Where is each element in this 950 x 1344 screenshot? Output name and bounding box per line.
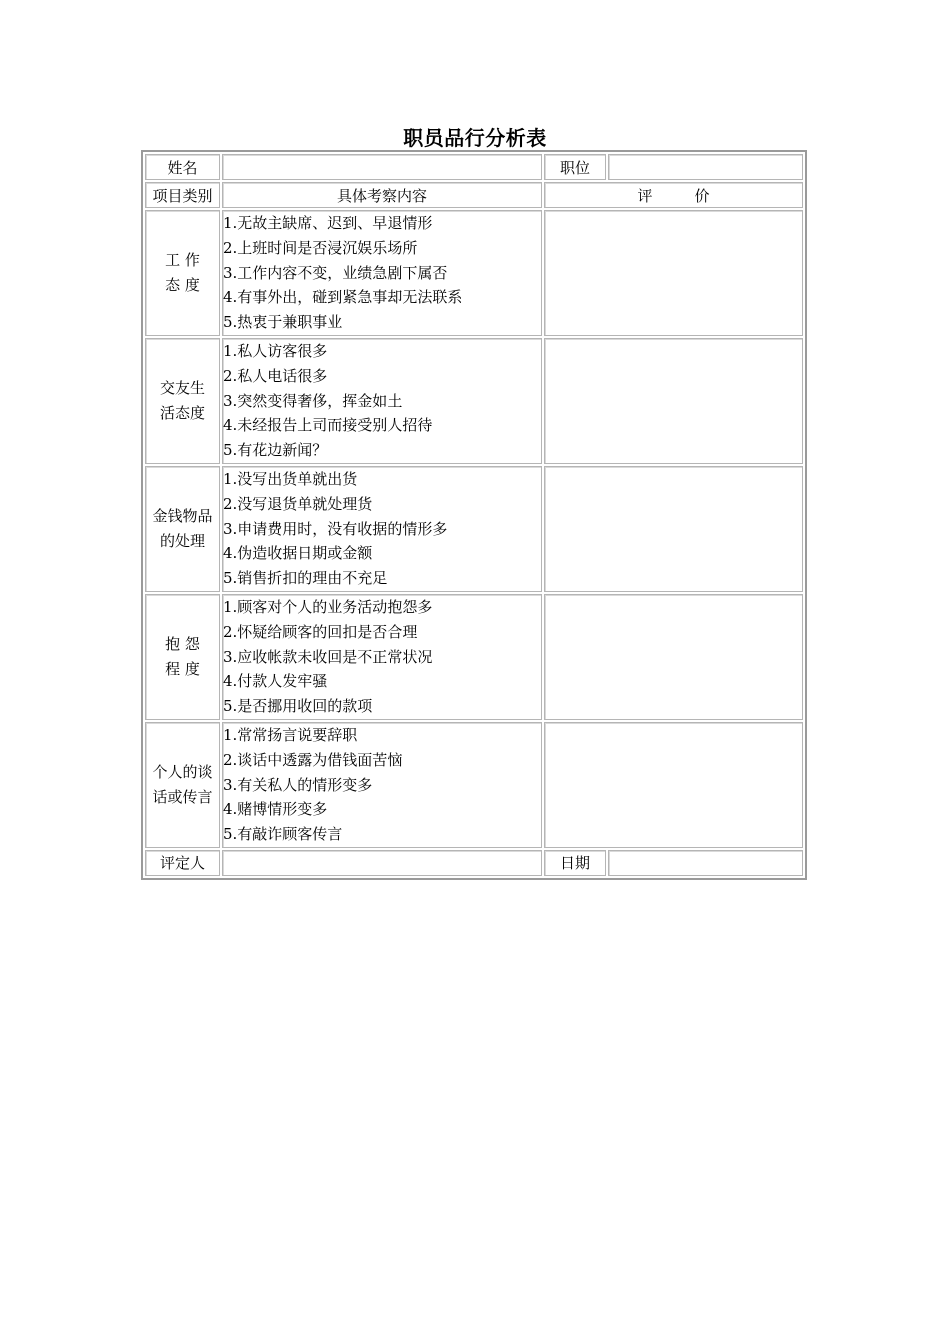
evaluation-field[interactable] xyxy=(544,722,803,848)
criteria-list xyxy=(222,466,542,592)
category-cell xyxy=(145,210,220,336)
criteria-item: 1.顾客对个人的业务活动抱怨多 xyxy=(223,597,433,616)
criteria-item: 4.有事外出，碰到紧急事却无法联系 xyxy=(223,288,463,307)
name-row xyxy=(145,154,803,180)
criteria-item: 5.是否挪用收回的款项 xyxy=(223,697,373,716)
rater-label: 评定人 xyxy=(145,850,220,876)
column-header-row xyxy=(145,182,803,208)
section-row-money-handling xyxy=(145,466,803,592)
criteria-item: 4.付款人发牢骚 xyxy=(223,672,328,691)
criteria-list xyxy=(222,594,542,720)
criteria-item: 5.有花边新闻？ xyxy=(223,441,328,460)
criteria-list xyxy=(222,210,542,336)
criteria-item: 2.怀疑给顾客的回扣是否合理 xyxy=(223,622,418,641)
criteria-item: 5.有敲诈顾客传言 xyxy=(223,825,343,844)
section-row-work-attitude xyxy=(145,210,803,336)
category-line: 工 作 xyxy=(165,250,200,269)
criteria-item: 3.申请费用时，没有收据的情形多 xyxy=(223,519,448,538)
criteria-list xyxy=(222,722,542,848)
criteria-item: 4.赌博情形变多 xyxy=(223,800,328,819)
section-row-personal-talk xyxy=(145,722,803,848)
position-field[interactable] xyxy=(608,154,803,180)
criteria-item: 2.私人电话很多 xyxy=(223,366,328,385)
criteria-item: 4.伪造收据日期或金额 xyxy=(223,544,373,563)
category-line: 态 度 xyxy=(165,275,200,294)
criteria-item: 4.未经报告上司而接受别人招待 xyxy=(223,416,433,435)
footer-row xyxy=(145,850,803,876)
criteria-item: 3.工作内容不变，业绩急剧下属否 xyxy=(223,263,448,282)
category-line: 抱 怨 xyxy=(165,634,200,653)
rater-field[interactable] xyxy=(222,850,542,876)
category-cell xyxy=(145,466,220,592)
criteria-item: 1.常常扬言说要辞职 xyxy=(223,725,358,744)
date-field[interactable] xyxy=(608,850,803,876)
position-label: 职位 xyxy=(544,154,606,180)
category-column-header: 项目类别 xyxy=(145,182,220,208)
date-label: 日期 xyxy=(544,850,606,876)
criteria-list xyxy=(222,338,542,464)
criteria-item: 3.应收帐款未收回是不正常状况 xyxy=(223,647,433,666)
criteria-item: 3.有关私人的情形变多 xyxy=(223,775,373,794)
evaluation-column-header xyxy=(544,182,803,208)
criteria-item: 5.热衷于兼职事业 xyxy=(223,313,343,332)
evaluation-header-part-1: 评 xyxy=(637,186,653,205)
category-cell xyxy=(145,338,220,464)
name-label: 姓名 xyxy=(145,154,220,180)
criteria-item: 3.突然变得奢侈，挥金如土 xyxy=(223,391,403,410)
criteria-item: 1.没写出货单就出货 xyxy=(223,469,358,488)
section-row-social-life xyxy=(145,338,803,464)
criteria-item: 2.没写退货单就处理货 xyxy=(223,494,373,513)
category-line: 金钱物品 xyxy=(152,506,213,525)
category-line: 程 度 xyxy=(165,659,200,678)
criteria-item: 2.谈话中透露为借钱面苦恼 xyxy=(223,750,403,769)
criteria-item: 5.销售折扣的理由不充足 xyxy=(223,569,388,588)
category-cell xyxy=(145,594,220,720)
form-title: 职员品行分析表 xyxy=(403,126,547,150)
evaluation-field[interactable] xyxy=(544,594,803,720)
section-row-complaints xyxy=(145,594,803,720)
evaluation-field[interactable] xyxy=(544,210,803,336)
category-line: 交友生 xyxy=(159,378,205,397)
evaluation-header-part-2: 价 xyxy=(694,186,710,205)
evaluation-field[interactable] xyxy=(544,466,803,592)
name-field[interactable] xyxy=(222,154,542,180)
category-cell xyxy=(145,722,220,848)
category-line: 活态度 xyxy=(159,403,205,422)
evaluation-table xyxy=(141,150,807,880)
criteria-item: 1.私人访客很多 xyxy=(223,341,328,360)
category-line: 的处理 xyxy=(159,531,205,550)
criteria-item: 1.无故主缺席、迟到、早退情形 xyxy=(223,214,433,232)
evaluation-field[interactable] xyxy=(544,338,803,464)
content-column-header: 具体考察内容 xyxy=(222,182,542,208)
category-line: 话或传言 xyxy=(152,787,213,806)
criteria-item: 2.上班时间是否浸沉娱乐场所 xyxy=(223,238,418,257)
category-line: 个人的谈 xyxy=(152,762,213,781)
